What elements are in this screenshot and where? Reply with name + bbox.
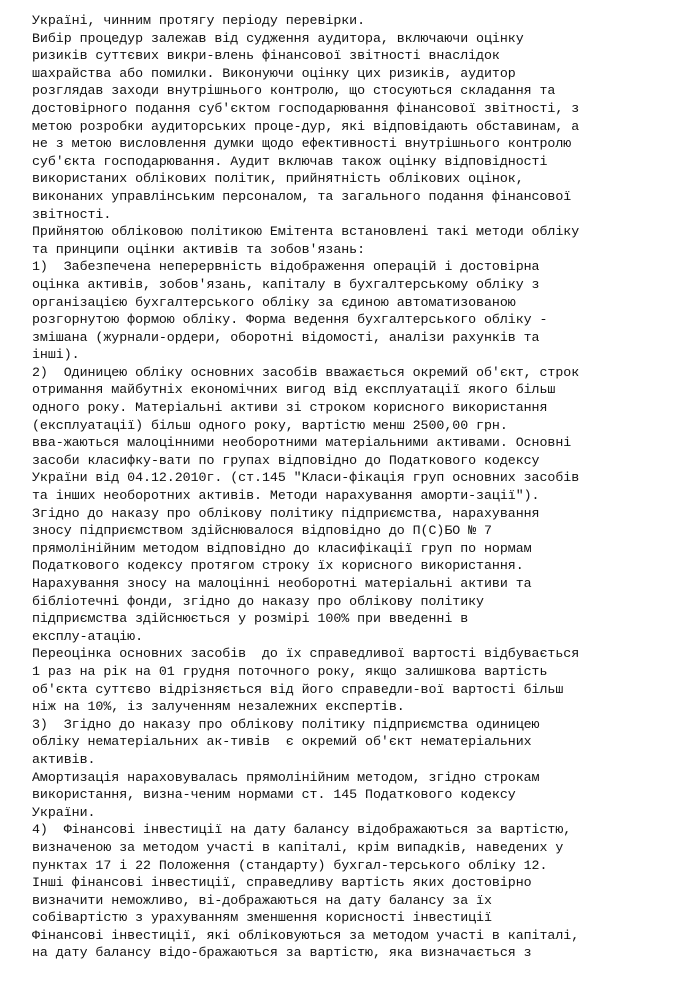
text-line: 4) Фінансові інвестиції на дату балансу відображаються за вартістю, <box>32 822 572 838</box>
text-line: оцінка активів, зобов'язань, капіталу в бухгалтерському обліку з <box>32 276 540 292</box>
text-line: експлу-атацію. <box>32 628 144 644</box>
text-line: змішана (журнали-ордери, оборотні відомості, аналізи рахунків та <box>32 329 540 345</box>
text-line: Податкового кодексу протягом строку їх корисного використання. <box>32 558 524 574</box>
text-line: суб'єкта господарювання. Аудит включав також оцінку відповідності <box>32 153 548 169</box>
text-line: України. <box>32 804 96 820</box>
text-line: собівартістю з урахуванням зменшення корисності інвестиції <box>32 910 492 926</box>
text-line: активів. <box>32 751 96 767</box>
text-line: достовірного подання суб'єктом господарювання фінансової звітності, з <box>32 100 580 116</box>
text-line: розглядав заходи внутрішнього контролю, що стосуються складання та <box>32 83 556 99</box>
text-line: розгорнутою формою обліку. Форма ведення бухгалтерського обліку - <box>32 312 548 328</box>
text-line: звітності. <box>32 206 112 222</box>
text-line: визначеною за методом участі в капіталі, крім випадків, наведених у <box>32 839 564 855</box>
text-line: 1) Забезпечена неперервність відображення операцій і достовірна <box>32 259 540 275</box>
text-line: обліку нематеріальних ак-тивів є окремий об'єкт нематеріальних <box>32 734 532 750</box>
text-line: Згідно до наказу про облікову політику підприємства, нарахування <box>32 505 540 521</box>
text-line: зносу підприємством здійснювалося відповідно до П(С)БО № 7 <box>32 523 492 539</box>
text-line: Вибір процедур залежав від судження аудитора, включаючи оцінку <box>32 30 524 46</box>
text-line: Фінансові інвестиції, які обліковуються за методом участі в капіталі, <box>32 927 580 943</box>
text-line: отримання майбутніх економічних вигод від експлуатації якого більш <box>32 382 556 398</box>
document-text <box>32 12 692 962</box>
text-line: 3) Згідно до наказу про облікову політику підприємства одиницею <box>32 716 540 732</box>
text-line: України від 04.12.2010г. (ст.145 "Класи-фікація груп основних засобів <box>32 470 580 486</box>
text-line: засоби класифку-вати по групах відповідно до Податкового кодексу <box>32 452 540 468</box>
text-line: інші). <box>32 347 80 363</box>
text-line: організацією бухгалтерського обліку за єдиною автоматизованою <box>32 294 516 310</box>
text-line: об'єкта суттєво відрізняється від його справедли-вої вартості більш <box>32 681 564 697</box>
text-line: та інших необоротних активів. Методи нарахування аморти-зації"). <box>32 488 540 504</box>
text-line: 1 раз на рік на 01 грудня поточного року, якщо залишкова вартість <box>32 663 548 679</box>
text-line: Амортизація нараховувалась прямолінійним методом, згідно строкам <box>32 769 540 785</box>
text-line: виконаних управлінським персоналом, та загального подання фінансової <box>32 188 572 204</box>
text-line: ризиків суттєвих викри-влень фінансової звітності внаслідок <box>32 48 500 64</box>
text-line: на дату балансу відо-бражаються за вартістю, яка визначається з <box>32 945 532 961</box>
text-line: підприємства здійснюється у розмірі 100% при введенні в <box>32 611 469 627</box>
text-line: та принципи оцінки активів та зобов'язань: <box>32 241 366 257</box>
text-line: 2) Одиницею обліку основних засобів вважається окремий об'єкт, строк <box>32 364 580 380</box>
text-line: Україні, чинним протягу періоду перевірки. <box>32 13 366 28</box>
text-line: Переоцінка основних засобів до їх справедливої вартості відбувається <box>32 646 580 662</box>
text-line: пунктах 17 і 22 Положення (стандарту) бухгал-терського обліку 12. <box>32 857 548 873</box>
text-line: шахрайства або помилки. Виконуючи оцінку цих ризиків, аудитор <box>32 65 516 81</box>
text-line: Прийнятою обліковою політикою Емітента встановлені такі методи обліку <box>32 224 580 240</box>
text-line: прямолінійним методом відповідно до класифікації груп по нормам <box>32 540 532 556</box>
text-line: не з метою висловлення думки щодо ефективності внутрішнього контролю <box>32 136 572 152</box>
text-line: бібліотечні фонди, згідно до наказу про облікову політику <box>32 593 484 609</box>
text-line: вва-жаються малоцінними необоротними матеріальними активами. Основні <box>32 435 572 451</box>
text-line: одного року. Матеріальні активи зі строком корисного використання <box>32 400 548 416</box>
text-line: використаних облікових політик, прийнятність облікових оцінок, <box>32 171 524 187</box>
text-line: ніж на 10%, із залученням незалежних експертів. <box>32 699 405 715</box>
text-line: використання, визна-ченим нормами ст. 145 Податкового кодексу <box>32 787 516 803</box>
text-line: метою розробки аудиторських проце-дур, які відповідають обставинам, а <box>32 118 580 134</box>
text-line: (експлуатації) більш одного року, вартістю менш 2500,00 грн. <box>32 417 508 433</box>
text-line: визначити неможливо, ві-дображаються на дату балансу за їх <box>32 892 492 908</box>
text-line: Інші фінансові інвестиції, справедливу вартість яких достовірно <box>32 875 532 891</box>
text-line: Нарахування зносу на малоцінні необоротні матеріальні активи та <box>32 576 532 591</box>
